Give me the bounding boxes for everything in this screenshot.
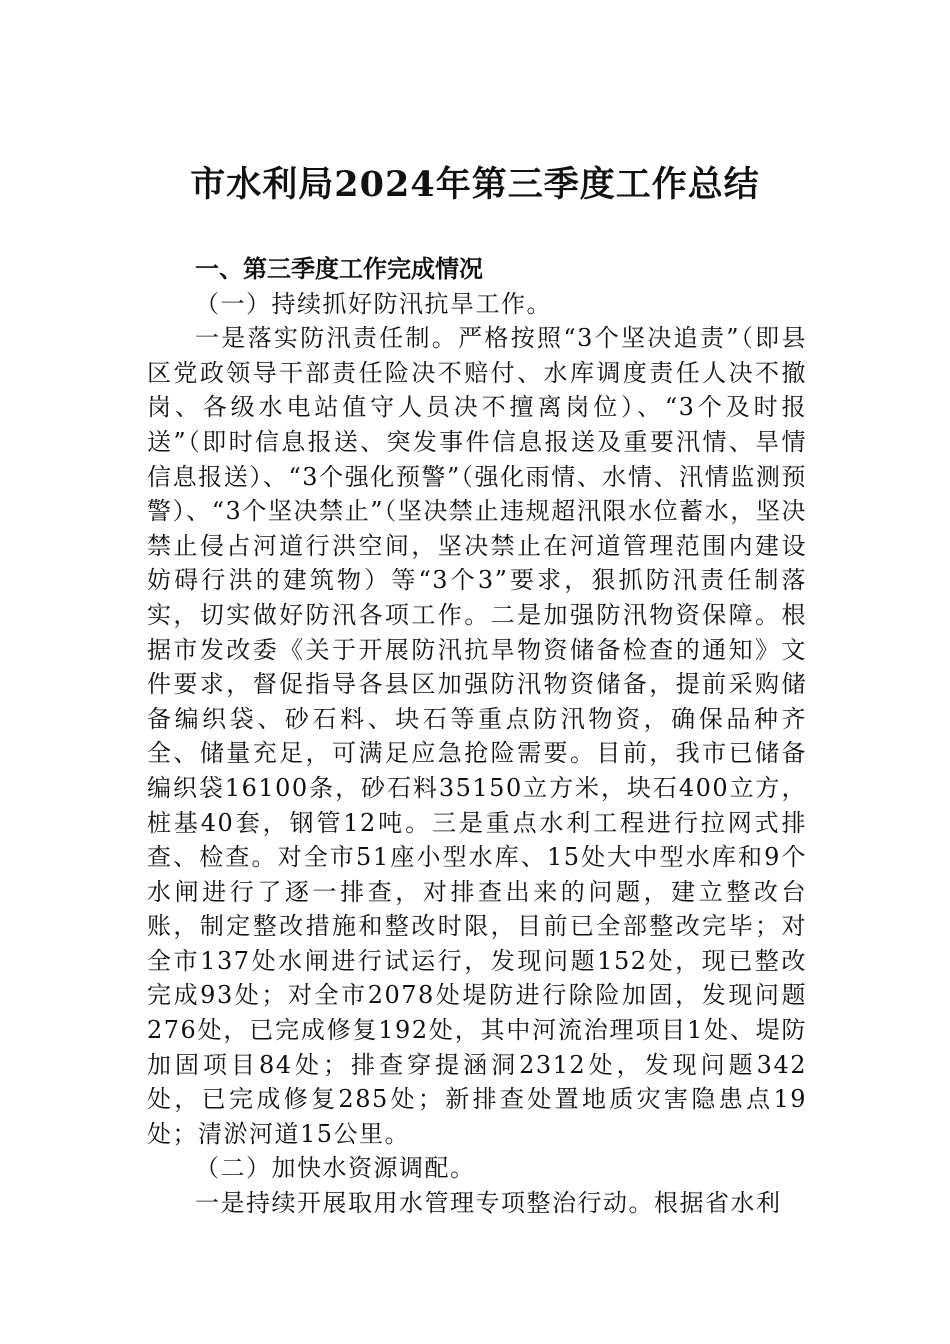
paragraph-flood-control: 一是落实防汛责任制。严格按照“3个坚决追责”（即县区党政领导干部责任险决不赔付、水库调度责任人决不撤岗、各级水电站值守人员决不擅离岗位）、“3个及时报送”（即时信息报送、突发事件信息报送及重要汛情、旱情信息报送）、“3个强化预警”（强化雨情、水情、汛情监测预警）、“3个坚决禁止”（坚决禁止违规超汛限水位蓄水，坚决禁止侵占河道行洪空间，坚决禁止在河道管理范围内建设妨碍行洪的建筑物）等“3个3”要求，狠抓防汛责任制落实，切实做好防汛各项工作。二是加强防汛物资保障。根据市发改委《关于开展防汛抗旱物资储备检查的通知》文件要求，督促指导各县区加强防汛物资储备，提前采购储备编织袋、砂石料、块石等重点防汛物资，确保品种齐全、储量充足，可满足应急抢险需要。目前，我市已储备编织袋16100条，砂石料35150立方米，块石400立方，桩基40套，钢管12吨。三是重点水利工程进行拉网式排查、检查。对全市51座小型水库、15处大中型水库和9个水闸进行了逐一排查，对排查出来的问题，建立整改台账，制定整改措施和整改时限，目前已全部整改完毕；对全市137处水闸进行试运行，发现问题152处，现已整改完成93处；对全市2078处堤防进行除险加固，发现问题276处，已完成修复192处，其中河流治理项目1处、堤防加固项目84处；排查穿提涵洞2312处，发现问题342处，已完成修复285处；新排查处置地质灾害隐患点19处；清淤河道15公里。 xyxy=(147,324,807,1148)
document-title: 市水利局2024年第三季度工作总结 xyxy=(190,164,760,205)
paragraph-water-resources: 一是持续开展取用水管理专项整治行动。根据省水利 xyxy=(195,1189,782,1218)
subsection-heading-2: （二）加快水资源调配。 xyxy=(195,1154,476,1183)
document-body xyxy=(147,252,807,1221)
section-heading-1: 一、第三季度工作完成情况 xyxy=(195,255,483,283)
subsection-heading-1: （一）持续抓好防汛抗旱工作。 xyxy=(195,289,552,318)
